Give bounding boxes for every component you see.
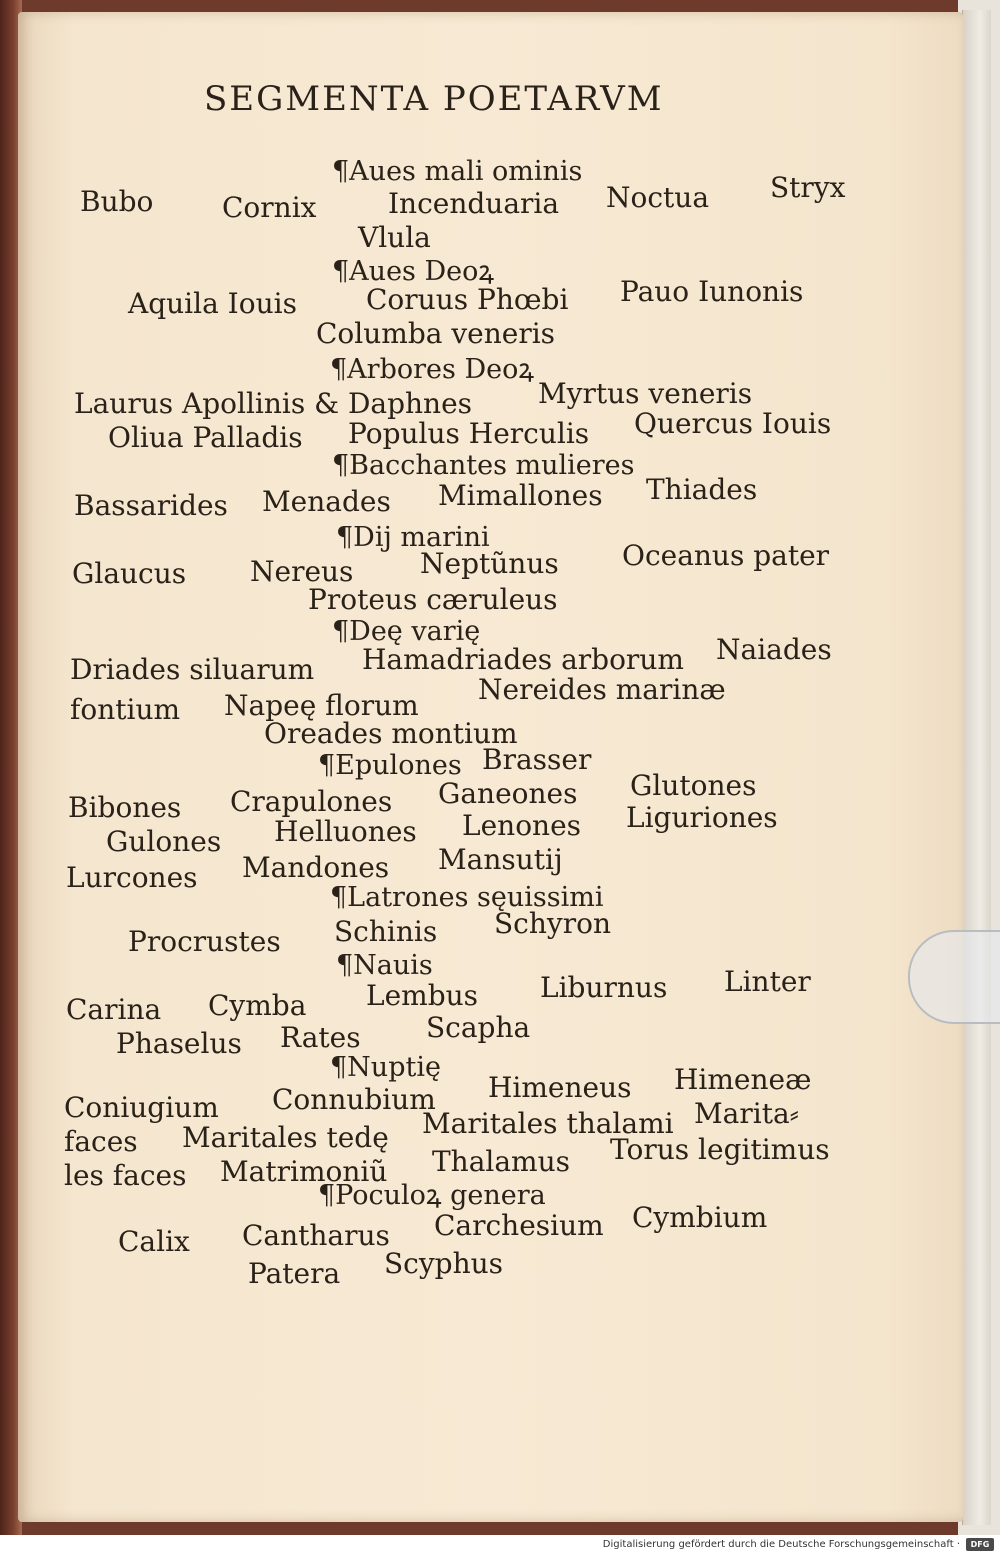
section-heading: ¶Aues mali ominis: [332, 156, 583, 187]
word-entry: Mandones: [242, 851, 390, 884]
word-entry: Connubium: [272, 1083, 436, 1116]
word-entry: Ganeones: [438, 777, 578, 810]
word-entry: Himeneæ: [674, 1063, 812, 1096]
word-entry: Oreades montium: [264, 717, 518, 750]
book-page: [18, 12, 963, 1522]
word-entry: Bubo: [80, 185, 154, 218]
word-entry: Crapulones: [230, 785, 393, 818]
word-entry: Helluones: [274, 815, 417, 848]
word-entry: Pauo Iunonis: [620, 275, 804, 308]
word-entry: les faces: [64, 1159, 187, 1192]
word-entry: Procrustes: [128, 925, 281, 958]
word-entry: Neptũnus: [420, 547, 559, 580]
word-entry: Rates: [280, 1021, 361, 1054]
word-entry: Oceanus pater: [622, 539, 830, 572]
section-heading: ¶Poculoꝝ genera: [318, 1180, 546, 1211]
word-entry: Noctua: [606, 181, 710, 214]
word-entry: Glaucus: [72, 557, 187, 590]
word-entry: Nereus: [250, 555, 354, 588]
page-clip: [908, 930, 1000, 1024]
word-entry: Driades siluarum: [70, 653, 315, 686]
word-entry: Laurus Apollinis & Daphnes: [74, 387, 473, 420]
word-entry: Naiades: [716, 633, 832, 666]
word-entry: Schyron: [494, 907, 611, 940]
word-entry: Schinis: [334, 915, 438, 948]
dfg-logo: DFG: [966, 1538, 994, 1551]
word-entry: Brasser: [482, 743, 592, 776]
word-entry: Cymbium: [632, 1201, 768, 1234]
word-entry: Stryx: [770, 171, 846, 204]
word-entry: Proteus cæruleus: [308, 583, 558, 616]
word-entry: Marita⸗: [694, 1097, 799, 1130]
section-heading: ¶Nauis: [336, 950, 433, 981]
word-entry: Matrimoniũ: [220, 1155, 388, 1188]
word-entry: fontium: [70, 693, 181, 726]
word-entry: Cornix: [222, 191, 317, 224]
word-entry: Columba veneris: [316, 317, 556, 350]
word-entry: Mimallones: [438, 479, 603, 512]
word-entry: Populus Herculis: [348, 417, 590, 450]
word-entry: Thalamus: [432, 1145, 571, 1178]
word-entry: Carina: [66, 993, 162, 1026]
word-entry: Scapha: [426, 1011, 531, 1044]
word-entry: Cymba: [208, 989, 307, 1022]
word-entry: Carchesium: [434, 1209, 604, 1242]
section-heading: ¶Nuptię: [330, 1052, 441, 1083]
word-entry: Aquila Iouis: [128, 287, 297, 320]
word-entry: Nereides marinæ: [478, 673, 726, 706]
word-entry: Menades: [262, 485, 391, 518]
section-heading: ¶Arbores Deoꝝ: [330, 354, 534, 385]
footer-credit: Digitalisierung gefördert durch die Deutsche Forschungsgemeinschaft ·: [602, 1539, 960, 1550]
word-entry: Lurcones: [66, 861, 198, 894]
word-entry: Glutones: [630, 769, 757, 802]
word-entry: Cantharus: [242, 1219, 390, 1252]
word-entry: Torus legitimus: [610, 1133, 830, 1166]
word-entry: Hamadriades arborum: [362, 643, 684, 676]
word-entry: Mansutij: [438, 843, 563, 876]
word-entry: Gulones: [106, 825, 222, 858]
word-entry: Bibones: [68, 791, 182, 824]
word-entry: Linter: [724, 965, 811, 998]
section-heading: ¶Deę varię: [332, 616, 481, 647]
section-heading: ¶Epulones: [318, 750, 462, 781]
word-entry: Himeneus: [488, 1071, 632, 1104]
word-entry: Myrtus veneris: [538, 377, 753, 410]
word-entry: Maritales tedę: [182, 1121, 389, 1154]
section-heading: ¶Bacchantes mulieres: [332, 450, 635, 481]
word-entry: Napeę florum: [224, 689, 419, 722]
word-entry: Oliua Palladis: [108, 421, 303, 454]
word-entry: Coruus Phœbi: [366, 283, 569, 316]
page-edge: [962, 10, 991, 1525]
word-entry: Lembus: [366, 979, 479, 1012]
word-entry: Phaselus: [116, 1027, 242, 1060]
word-entry: Quercus Iouis: [634, 407, 832, 440]
section-heading: ¶Dij marini: [336, 522, 490, 553]
word-entry: Incenduaria: [388, 187, 560, 220]
word-entry: Coniugium: [64, 1091, 219, 1124]
word-entry: Liguriones: [626, 801, 778, 834]
word-entry: Lenones: [462, 809, 582, 842]
word-entry: faces: [64, 1125, 138, 1158]
word-entry: Vlula: [358, 221, 431, 254]
word-entry: Scyphus: [384, 1247, 504, 1280]
word-entry: Patera: [248, 1257, 341, 1290]
word-entry: Thiades: [646, 473, 758, 506]
page-title: SEGMENTA POETARVM: [204, 79, 664, 119]
section-heading: ¶Aues Deoꝝ: [332, 256, 494, 287]
word-entry: Calix: [118, 1225, 190, 1258]
word-entry: Bassarides: [74, 489, 228, 522]
word-entry: Maritales thalami: [422, 1107, 674, 1140]
section-heading: ¶Latrones sęuissimi: [330, 882, 604, 913]
word-entry: Liburnus: [540, 971, 668, 1004]
